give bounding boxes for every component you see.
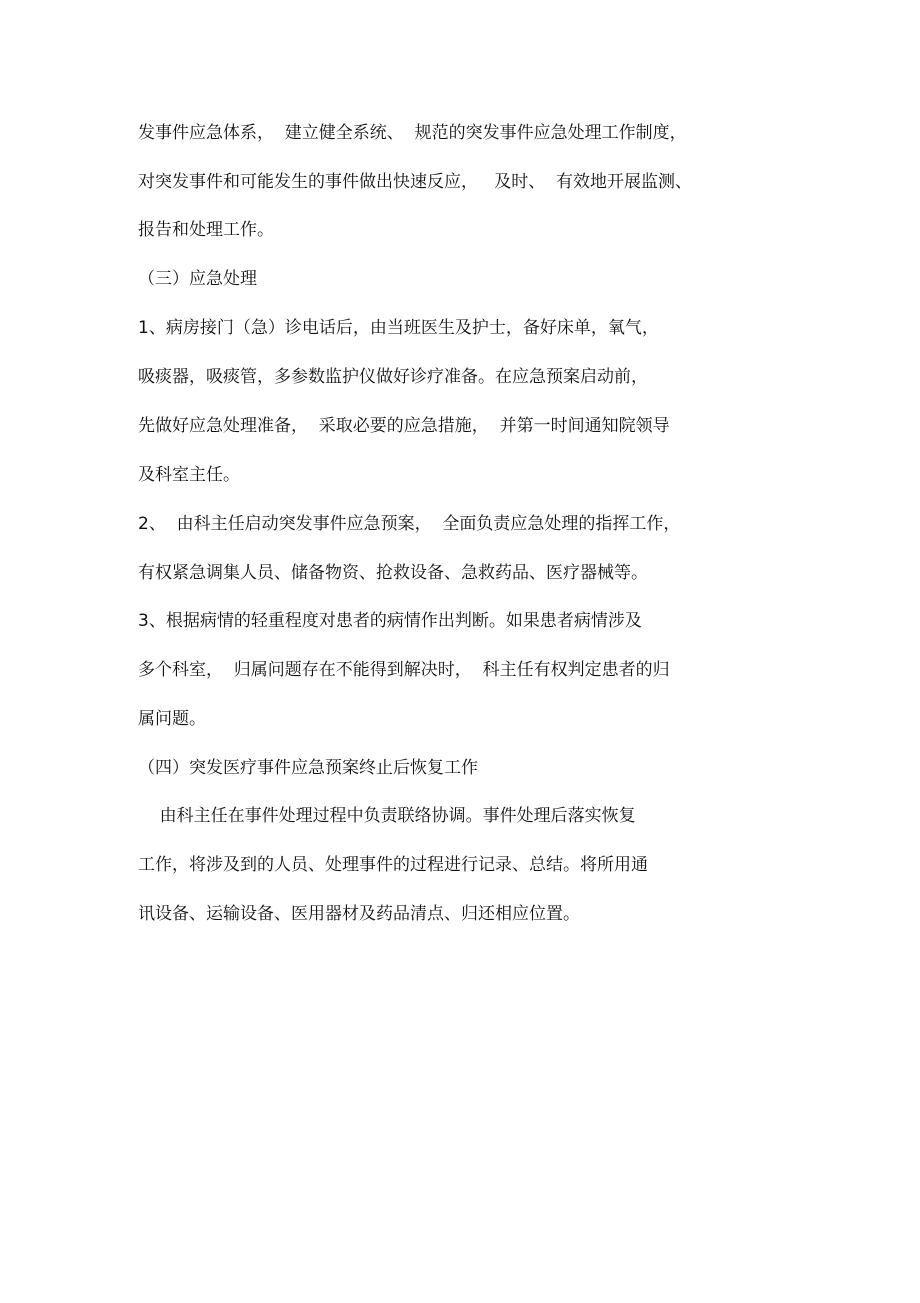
paragraph-line-9: 2、 由科主任启动突发事件应急预案， 全面负责应急处理的指挥工作， <box>138 514 681 534</box>
paragraph-line-11: 3、根据病情的轻重程度对患者的病情作出判断。如果患者病情涉及 <box>138 611 642 631</box>
paragraph-line-15: 由科主任在事件处理过程中负责联络协调。事件处理后落实恢复 <box>138 806 636 826</box>
paragraph-line-2: 对突发事件和可能发生的事件做出快速反应， 及时、 有效地开展监测、 <box>138 172 693 192</box>
paragraph-line-16: 工作，将涉及到的人员、处理事件的过程进行记录、总结。将所用通 <box>138 855 648 875</box>
paragraph-line-5: 1、病房接门（急）诊电话后，由当班医生及护士，备好床单，氧气， <box>138 318 659 338</box>
paragraph-line-12: 多个科室， 归属问题存在不能得到解决时， 科主任有权判定患者的归 <box>138 660 670 680</box>
paragraph-line-6: 吸痰器，吸痰管，多参数监护仪做好诊疗准备。在应急预案启动前， <box>138 367 648 387</box>
paragraph-line-8: 及科室主任。 <box>138 465 240 485</box>
paragraph-line-10: 有权紧急调集人员、储备物资、抢救设备、急救药品、医疗器械等。 <box>138 563 648 583</box>
paragraph-line-3: 报告和处理工作。 <box>138 220 274 240</box>
paragraph-line-13: 属问题。 <box>138 709 206 729</box>
paragraph-line-7: 先做好应急处理准备， 采取必要的应急措施， 并第一时间通知院领导 <box>138 416 670 436</box>
paragraph-line-17: 讯设备、运输设备、医用器材及药品清点、归还相应位置。 <box>138 904 580 924</box>
section-heading-emergency-handling: （三）应急处理 <box>138 269 257 289</box>
section-heading-recovery-work: （四）突发医疗事件应急预案终止后恢复工作 <box>138 758 478 778</box>
paragraph-line-1: 发事件应急体系， 建立健全系统、 规范的突发事件应急处理工作制度， <box>138 123 687 143</box>
